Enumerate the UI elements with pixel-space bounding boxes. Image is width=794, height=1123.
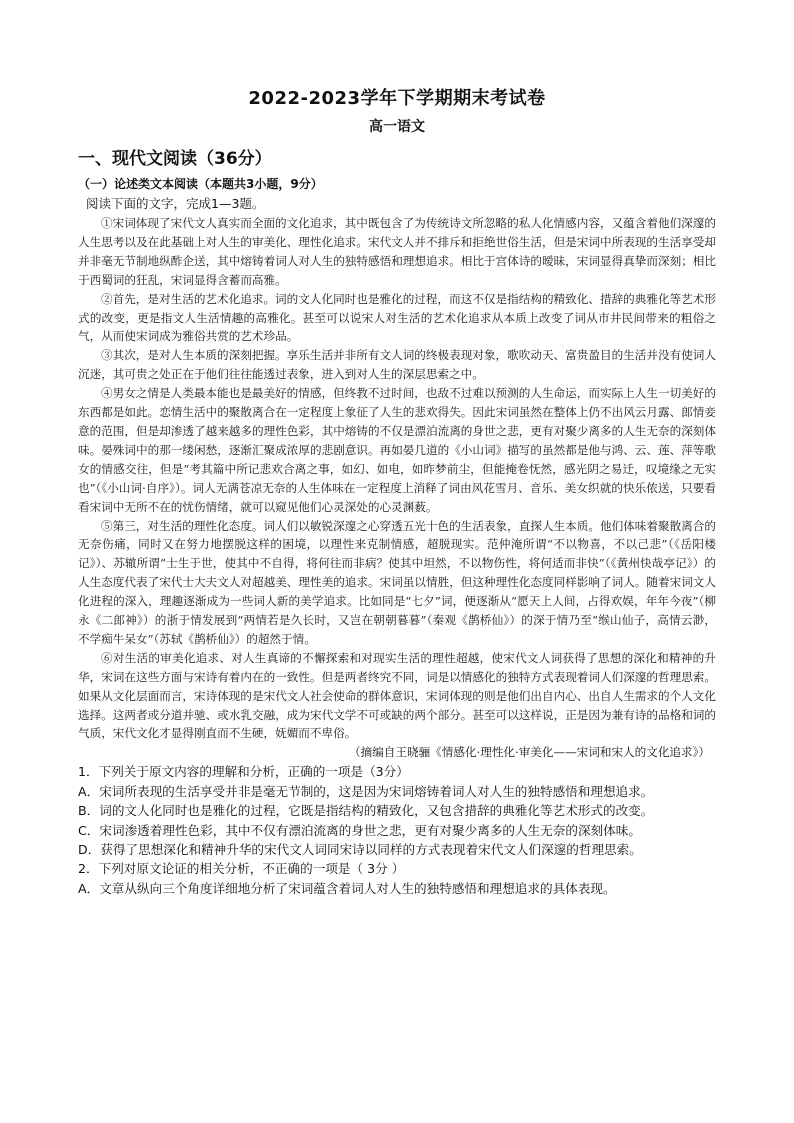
- passage-paragraph-3: ③其次，是对人生本质的深刻把握。享乐生活并非所有文人词的终极表现对象，歌吹动天、富贵盈目的生活并没有使词人沉迷，其可贵之处正在于他们往往能透过表象，进入到对人生的深层思索之中。: [78, 348, 716, 382]
- exam-subject: 高一语文: [369, 119, 425, 135]
- passage: [78, 214, 716, 762]
- part-heading: （一）论述类文本阅读（本题共3小题，9分）: [78, 177, 323, 191]
- question-1-option-c: C．宋词渗透着理性色彩，其中不仅有漂泊流离的身世之悲，更有对聚少离多的人生无奈的深刻体味。: [78, 822, 641, 838]
- passage-paragraph-5: ⑤第三，对生活的理性化态度。词人们以敏锐深邃之心穿透五光十色的生活表象，直探人生本质。他们体味着聚散离合的无奈伤痛，同时又在努力地摆脱这样的困境，以理性来克制情感，超脱现实。范仲淹所谓“不以物喜，不以己悲”（《岳阳楼记》）、苏辙所谓“士生于世，使其中不自得，将何往而非病？使其中坦然，不以物伤性，将何适而非快”（《黄州快哉亭记》）的人生态度代表了宋代士大夫文人对超越美、理性美的追求。宋词虽以情胜，但这种理性化态度同样影响了词人。随着宋词文人化进程的深入，理趣逐渐成为一些词人新的美学追求。比如同是“七夕”词，便逐渐从“愿天上人间，占得欢娱，年年今夜”（柳永《二郎神》）的浙于情发展到“两情若是久长时，又岂在朝朝暮暮”（秦观《鹊桥仙》）的深于情乃至“缑山仙子，高情云渺，不学痴牛呆女”（苏轼《鹊桥仙》）的超然于情。: [78, 518, 716, 646]
- passage-source: （摘编自王晓骊《情感化·理性化·审美化——宋词和宋人的文化追求》）: [349, 745, 710, 760]
- section-heading: 一、现代文阅读（36分）: [78, 149, 272, 169]
- question-1-option-d: D．获得了思想深化和精神升华的宋代文人词同宋诗以同样的方式表现着宋代文人们深邃的哲理思索。: [78, 842, 642, 857]
- passage-paragraph-6: ⑥对生活的审美化追求、对人生真谛的不懈探索和对现实生活的理性超越，使宋代文人词获得了思想的深化和精神的升华，宋词在这些方面与宋诗有着内在的一致性。但是两者终究不同，词是以情感化的独特方式表现着词人们深邃的哲理思索。如果从文化层面而言，宋诗体现的是宋代文人社会使命的群体意识，宋词体现的则是他们出自内心、出自人生需求的个人文化选择。这两者或分道并驰、或水乳交融，成为宋代文学不可或缺的两个部分。甚至可以这样说，正是因为兼有诗的品格和词的气质，宋代文化才显得刚直而不生硬，妩媚而不卑俗。: [78, 650, 716, 741]
- question-2-stem: 2．下列对原文论证的相关分析，不正确的一项是（ 3分 ）: [78, 861, 405, 877]
- passage-paragraph-1: ①宋词体现了宋代文人真实而全面的文化追求，其中既包含了为传统诗文所忽略的私人化情感内容，又蕴含着他们深邃的人生思考以及在此基础上对人生的审美化、理性化追求。宋代文人并不排斥和拒绝世俗生活，但是宋词中所表现的生活享受却并非毫无节制地纵酢企送，其中熔铸着词人对人生的独特感悟和理想追求。相比于宫体诗的暧昧，宋词显得真挚而深刻；相比于西蜀词的狂乱，宋词显得含蓄而高雅。: [78, 216, 716, 287]
- passage-paragraph-4: ④男女之情是人类最本能也是最美好的情感，但终教不过时间，也敌不过难以预测的人生命运，而实际上人生一切美好的东西都是如此。恋情生活中的聚散离合在一定程度上象征了人生的悲欢得失。因此宋词虽然在整体上仍不出风云月露、郎情妾意的范围，但是却渗透了越来越多的理性色彩，其中熔铸的不仅是漂泊流离的身世之悲，更有对聚少离多的人生无奈的深刻体味。晏殊词中的那一缕闲愁，逐渐汇聚成浓厚的悲剧意识。再如晏几道的《小山词》描写的虽然都是他与鸿、云、莲、萍等歌女的情感交往，但是“考其篇中所记悲欢合离之事，如幻、如电，如昨梦前尘，但能掩卷怃然，感光阴之易迁，叹境缘之无实也”（《小山词·自序》）。词人无满苍凉无奈的人生体味在一定程度上消释了词由风花雪月、音乐、美女织就的快乐侬送，只要看看宋词中无所不在的忧伤情绪，就可以窥见他们心灵深处的心灵渊薮。: [78, 386, 716, 514]
- passage-paragraph-2: ②首先，是对生活的艺术化追求。词的文人化同时也是雅化的过程，而这不仅是指结构的精致化、措辞的典雅化等艺术形式的改变，更是指文人生活情趣的高雅化。甚至可以说宋人对生活的艺术化追求从本质上改变了词从市井民间带来的粗俗之气，从而使宋词成为雅俗共赏的艺术珍品。: [78, 291, 716, 344]
- question-1-option-b: B．词的文人化同时也是雅化的过程，它既是指结构的精致化，又包含措辞的典雅化等艺术形式的改变。: [78, 803, 654, 819]
- question-1: [78, 762, 716, 859]
- exam-title: 2022-2023学年下学期期末考试卷: [248, 88, 546, 109]
- question-2-option-a: A．文章从纵向三个角度详细地分析了宋词蕴含着词人对人生的独特感悟和理想追求的具体表现。: [78, 880, 616, 896]
- question-2: [78, 859, 716, 898]
- reading-instruction: 阅读下面的文字，完成1—3题。: [86, 196, 265, 211]
- question-1-option-a: A．宋词所表现的生活享受并非是毫无节制的，这是因为宋词熔铸着词人对人生的独特感悟和理想追求。: [78, 783, 654, 799]
- question-1-stem: 1．下列关于原文内容的理解和分析，正确的一项是（3分）: [78, 764, 409, 780]
